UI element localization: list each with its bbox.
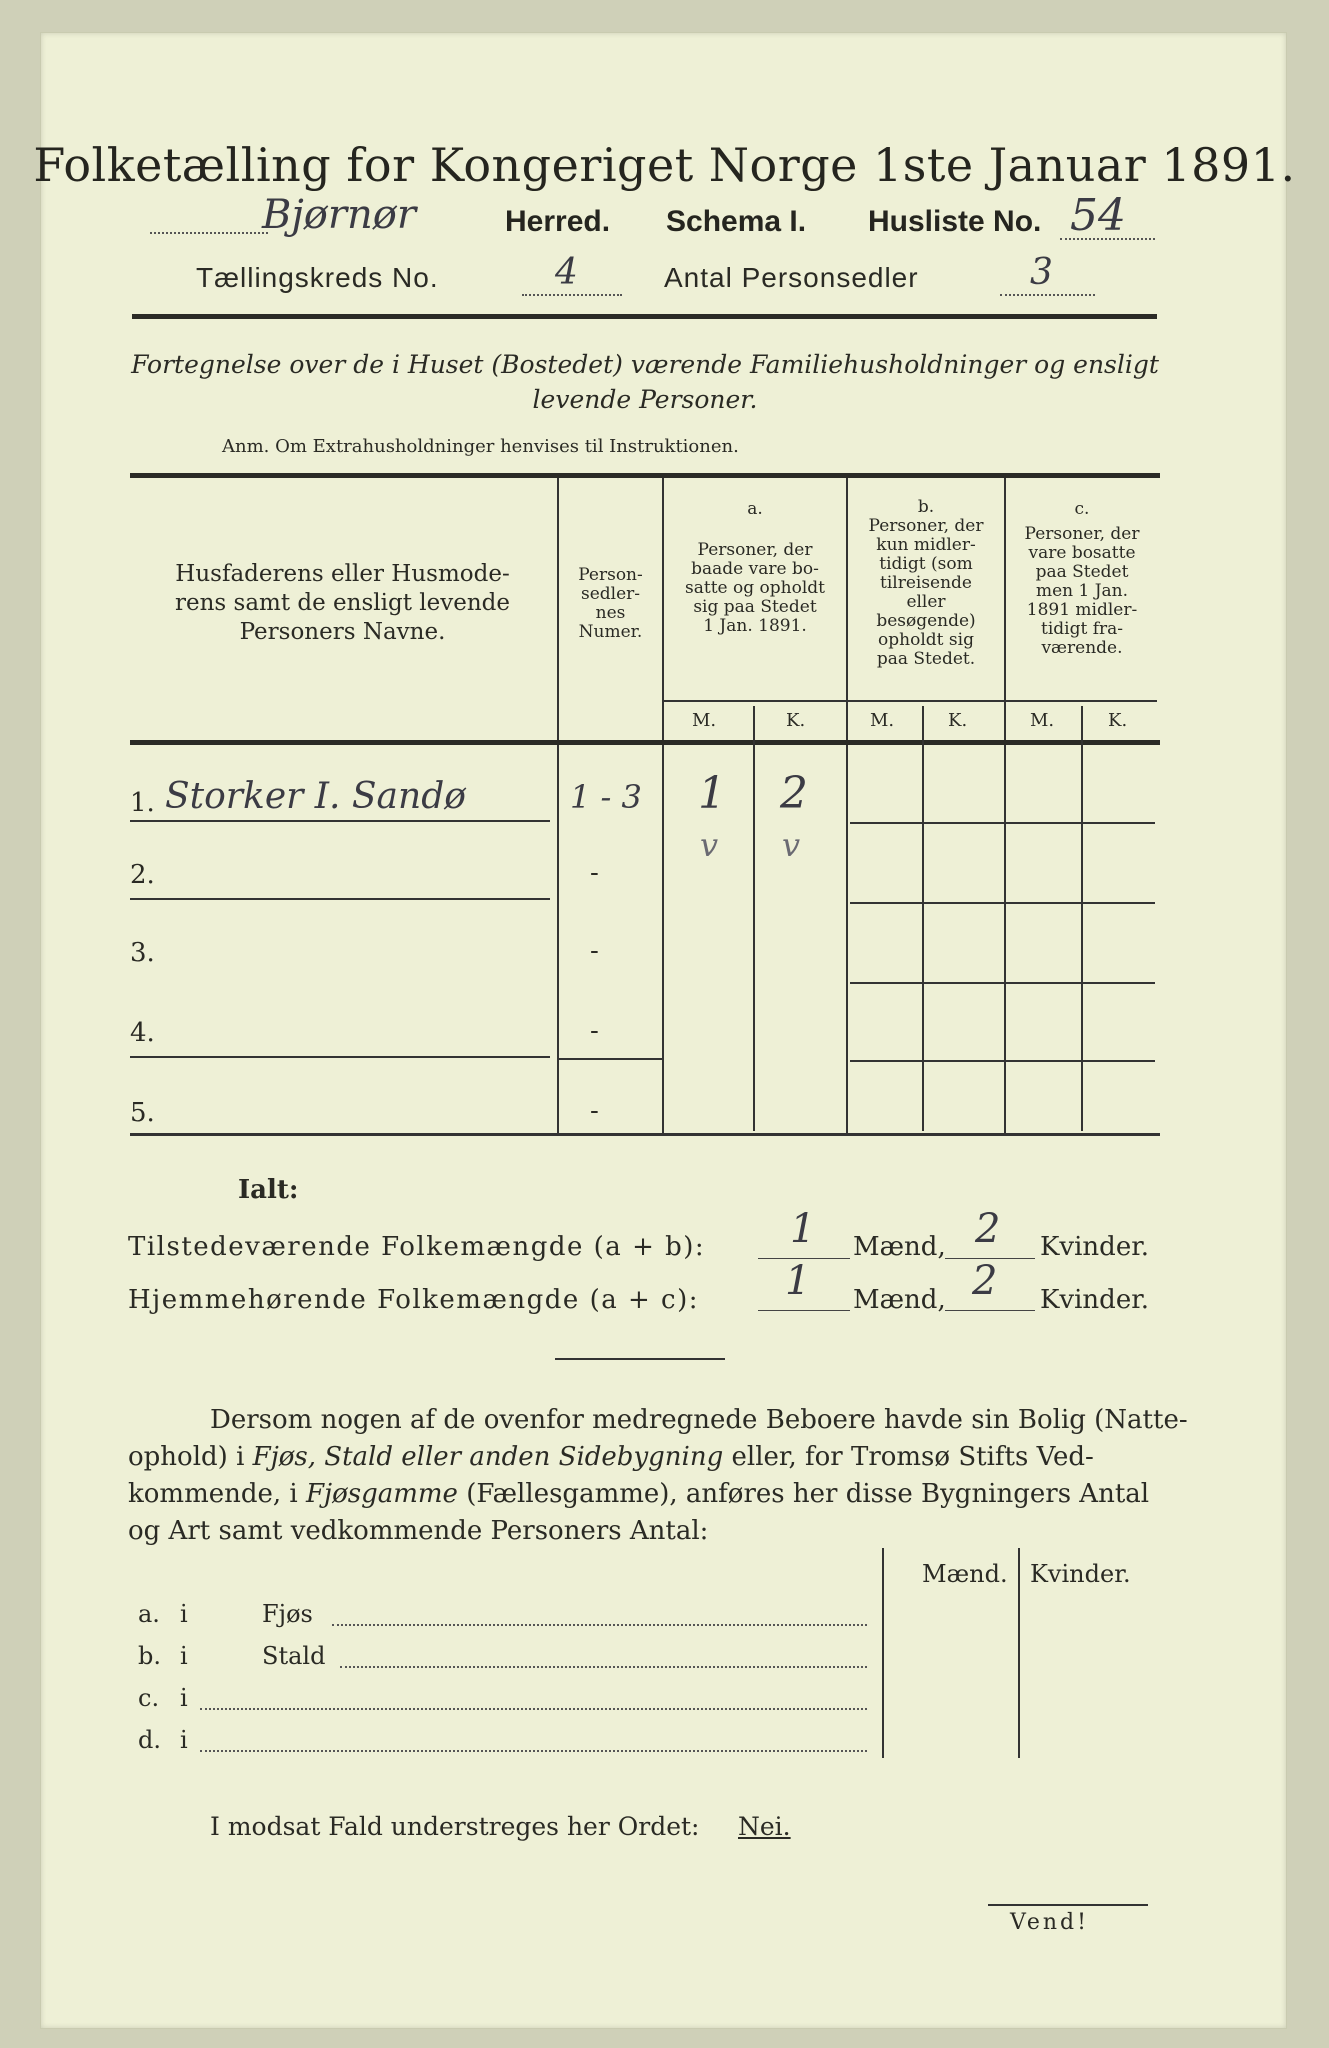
col-a-l1: Personer, der [697, 540, 813, 560]
paragraph-line4: og Art samt vedkommende Personers Antal: [128, 1516, 709, 1546]
col-b-l7: opholdt sig [878, 630, 974, 650]
row-number: 1. [130, 788, 155, 818]
col-c-letter: c. [1074, 499, 1090, 519]
col-c-l2: vare bosatte [1028, 543, 1136, 563]
kreds-value: 4 [555, 252, 578, 293]
row-number: 2. [130, 860, 155, 890]
intro-line1: Fortegnelse over de i Huset (Bostedet) værende Familiehusholdninger og ensligt [131, 350, 1159, 379]
total-line2-m: 1 [785, 1258, 811, 1304]
buildings-vline-2 [1018, 1548, 1020, 1758]
building-letter: b. [138, 1642, 161, 1670]
building-dots [332, 1624, 867, 1626]
buildings-kvinder-header: Kvinder. [1030, 1560, 1131, 1588]
total-line1-k: 2 [975, 1206, 1001, 1252]
col-a-k: K. [786, 710, 806, 731]
table-head-rule [130, 740, 1160, 745]
section-divider [555, 1358, 725, 1360]
col-b-l6: besøgende) [876, 611, 976, 631]
header-rule [132, 314, 1157, 319]
total-line2-m-line [758, 1310, 850, 1311]
row-num: - [590, 1096, 599, 1126]
row-number: 4. [130, 1018, 155, 1048]
building-i: i [180, 1642, 188, 1670]
buildings-maend-header: Mænd. [922, 1560, 1008, 1588]
row-2-bc-line [850, 902, 1155, 904]
col-b-split [922, 706, 924, 1131]
paragraph-line2 [128, 1442, 1094, 1472]
building-dots [200, 1708, 867, 1710]
paragraph-line3 [128, 1479, 1149, 1509]
col-b-l1: Personer, der [868, 516, 984, 536]
building-i: i [180, 1726, 188, 1754]
row-name: Storker I. Sandø [165, 776, 466, 817]
col-a-l2: baade vare bo- [691, 559, 819, 579]
total-line2-label: Hjemmehørende Folkemængde (a + c): [128, 1285, 699, 1315]
row-2-name-line [130, 898, 550, 900]
col-b-l2: kun midler- [876, 535, 976, 555]
row-number: 5. [130, 1098, 155, 1128]
paragraph-l3b: Fjøsgamme [306, 1479, 458, 1509]
col-b-k: K. [948, 710, 968, 731]
personsedler-dots [1000, 294, 1095, 296]
building-letter: d. [138, 1726, 161, 1754]
col-names-l1: Husfaderens eller Husmode- [175, 561, 510, 587]
col-a-header [664, 500, 846, 636]
paragraph-l2a: ophold) i [128, 1442, 253, 1472]
col-a-l5: 1 Jan. 1891. [703, 616, 807, 636]
row-number: 3. [130, 938, 155, 968]
col-c-split [1081, 706, 1083, 1131]
total-line2-k-line [945, 1310, 1035, 1311]
col-c-l1: Personer, der [1024, 524, 1140, 544]
total-line2-k: 2 [972, 1258, 998, 1304]
paragraph-l3a: kommende, i [128, 1479, 306, 1509]
row-num: - [590, 858, 599, 888]
total-line1-m: 1 [790, 1206, 816, 1252]
paragraph-l2c: eller, for Tromsø Stifts Ved- [723, 1442, 1094, 1472]
col-c-l3: paa Stedet [1035, 562, 1129, 582]
row-a-k-check: v [782, 826, 801, 864]
col-c-l7: værende. [1041, 638, 1123, 658]
kreds-dots [522, 294, 622, 296]
paragraph-line1: Dersom nogen af de ovenfor medregnede Beboere havde sin Bolig (Natte- [210, 1405, 1188, 1435]
form-title: Folketælling for Kongeriget Norge 1ste Januar 1891. [33, 138, 1296, 192]
personsedler-label: Antal Personsedler [664, 262, 919, 293]
personsedler-value: 3 [1030, 252, 1053, 293]
col-c-m: M. [1030, 710, 1055, 731]
col-b-l4: tilreisende [879, 573, 972, 593]
row-a-k: 2 [780, 768, 808, 819]
row-1-bc-line [850, 822, 1155, 824]
building-label: Stald [262, 1642, 326, 1670]
modsat-text: I modsat Fald understreges her Ordet: [210, 1812, 700, 1841]
herred-value: Bjørnør [262, 192, 416, 238]
col-b-l5: eller [906, 592, 946, 612]
husliste-label: Husliste No. [868, 205, 1042, 238]
row-num: 1 - 3 [570, 778, 642, 816]
col-b-l8: paa Stedet. [876, 649, 976, 669]
building-dots [200, 1750, 867, 1752]
building-label: Fjøs [262, 1600, 313, 1628]
total-line1-kvinder: Kvinder. [1040, 1232, 1150, 1262]
col-a-l3: satte og opholdt [685, 578, 825, 598]
col-names-l2: rens samt de ensligt levende [175, 590, 510, 616]
col-a-letter: a. [747, 499, 763, 519]
col-c-l4: men 1 Jan. [1035, 581, 1129, 601]
row-a-m: 1 [698, 768, 726, 819]
col-b-m: M. [870, 710, 895, 731]
col-names-header [140, 560, 545, 647]
building-i: i [180, 1600, 188, 1628]
building-dots [340, 1666, 867, 1668]
row-4-bc-line [850, 1060, 1155, 1062]
buildings-vline-1 [882, 1548, 884, 1758]
total-line2-maend: Mænd, [853, 1285, 946, 1315]
anm-note: Anm. Om Extrahusholdninger henvises til Instruktionen. [222, 436, 739, 457]
herred-label: Herred. [505, 205, 611, 238]
col-names-l3: Personers Navne. [239, 619, 446, 645]
row-1-name-line [130, 820, 550, 822]
col-a-l4: sig paa Stedet [693, 597, 817, 617]
row-a-m-check: v [700, 826, 719, 864]
mk-top-line [662, 700, 1157, 702]
row-4-num-line [557, 1058, 662, 1060]
total-line1-label: Tilstedeværende Folkemængde (a + b): [128, 1232, 706, 1262]
total-line2-kvinder: Kvinder. [1040, 1285, 1150, 1315]
schema-label: Schema I. [666, 205, 807, 238]
col-a-m: M. [692, 710, 717, 731]
kreds-label: Tællingskreds No. [196, 262, 439, 293]
paragraph-l3c: (Fællesgamme), anføres her disse Bygningers Antal [457, 1479, 1150, 1509]
row-num: - [590, 936, 599, 966]
col-b-l3: tidigt (som [879, 554, 973, 574]
building-letter: c. [138, 1684, 160, 1712]
vend-text: Vend! [1010, 1910, 1089, 1935]
husliste-value: 54 [1070, 190, 1126, 241]
col-num-l4: Numer. [578, 622, 643, 642]
col-b-header [848, 498, 1004, 669]
row-4-name-line [130, 1056, 550, 1058]
building-i: i [180, 1684, 188, 1712]
col-a-split [753, 706, 755, 1131]
col-c-header [1006, 500, 1158, 658]
nei-word: Nei. [738, 1812, 791, 1841]
row-num: - [590, 1016, 599, 1046]
col-num-l1: Person- [578, 565, 643, 585]
total-line1-maend: Mænd, [853, 1232, 946, 1262]
col-c-l6: tidigt fra- [1040, 619, 1123, 639]
herred-dots [150, 232, 268, 234]
col-num-header [559, 566, 662, 642]
building-letter: a. [138, 1600, 160, 1628]
col-c-l5: 1891 midler- [1026, 600, 1138, 620]
col-num-l3: nes [595, 603, 626, 623]
vend-rule [988, 1904, 1148, 1906]
table-bottom-rule [130, 1133, 1160, 1136]
col-b-letter: b. [917, 497, 935, 517]
intro-line2: levende Personer. [532, 385, 758, 414]
paragraph-l2b: Fjøs, Stald eller anden Sidebygning [252, 1442, 724, 1472]
col-c-k: K. [1108, 710, 1128, 731]
col-num-l2: sedler- [580, 584, 641, 604]
row-3-bc-line [850, 982, 1155, 984]
ialt-label: Ialt: [238, 1175, 299, 1205]
